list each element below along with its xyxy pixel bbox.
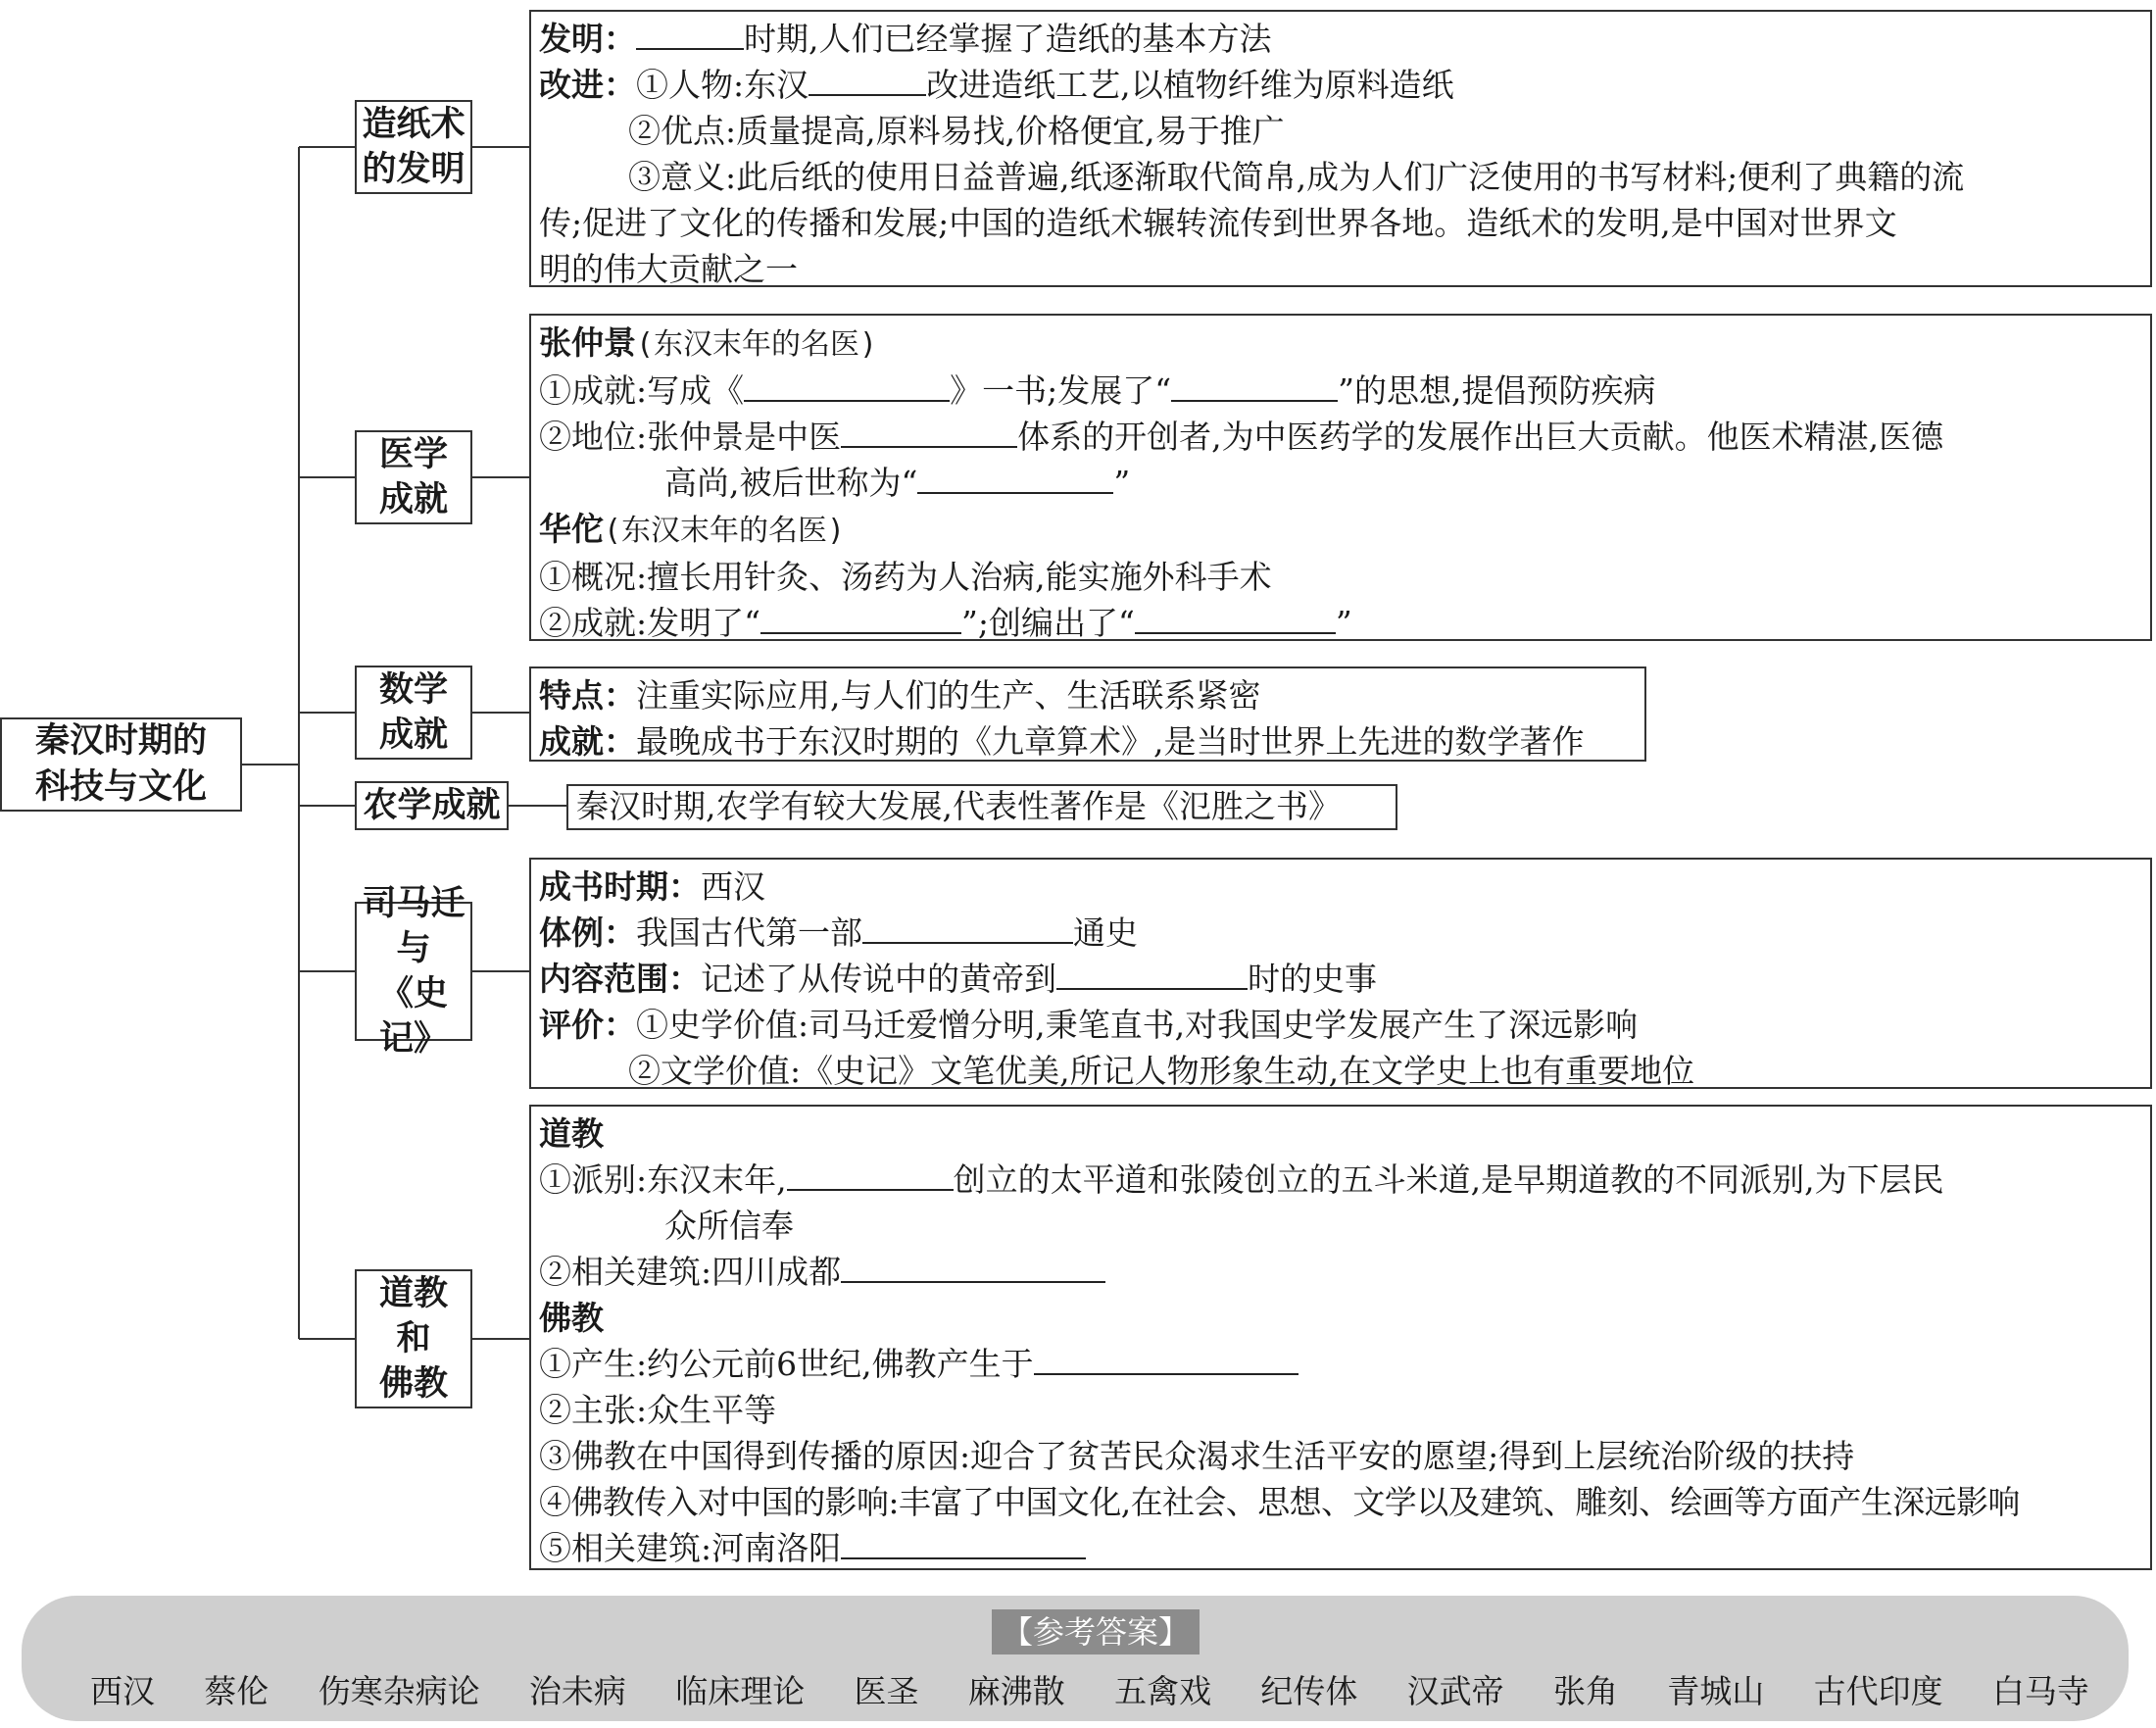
text-span: ”的思想,提倡预防疾病 (1338, 371, 1656, 410)
text-line (539, 368, 2150, 414)
answer-item: 纪传体 (1260, 1671, 1358, 1710)
text-line (539, 62, 2150, 108)
content-box-math (529, 667, 1646, 762)
text-span: ①人物:东汉 (636, 66, 809, 104)
text-line (539, 1249, 2150, 1295)
text-line: ④佛教传入对中国的影响:丰富了中国文化,在社会、思想、文学以及建筑、雕刻、绘画等方面产生深远影响 (539, 1483, 2020, 1521)
term-label: 成书时期： (539, 867, 701, 906)
text-line (539, 1341, 2150, 1387)
text-line: 道教 (539, 1114, 604, 1153)
branch-label-line: 司马迁 (362, 884, 466, 923)
text-span: ②相关建筑:四川成都 (539, 1253, 842, 1291)
fill-blank (760, 603, 961, 634)
text-line (539, 1002, 2150, 1048)
answer-key-list (90, 1664, 2089, 1713)
fill-blank (841, 1252, 1105, 1283)
text-span: 体系的开创者,为中医药学的发展作出巨大贡献。他医术精湛,医德 (1017, 418, 1944, 456)
term-label: 改进： (539, 66, 636, 104)
branch-label-line: 成就 (378, 480, 448, 519)
text-line (539, 414, 2150, 460)
text-span: (东汉末年的名医) (636, 327, 878, 362)
answer-item: 汉武帝 (1406, 1671, 1504, 1710)
text-span: ①成就:写成《 (539, 371, 745, 410)
branch-node-paper (355, 100, 472, 194)
text-span: ②成就:发明了“ (539, 604, 760, 642)
root-label-line1: 秦汉时期的 (34, 721, 207, 761)
fill-blank (1056, 959, 1248, 990)
text-span: 高尚,被后世称为“ (664, 464, 918, 502)
root-label-line2: 科技与文化 (34, 767, 207, 807)
text-line: ②优点:质量提高,原料易找,价格便宜,易于推广 (628, 112, 1285, 150)
text-span: (东汉末年的名医) (604, 514, 846, 548)
text-span: ” (1113, 464, 1131, 502)
fill-blank (862, 913, 1073, 944)
branch-node-religion (355, 1269, 472, 1408)
branch-node-math (355, 666, 472, 760)
branch-label-line: 佛教 (378, 1364, 448, 1404)
fill-blank (1034, 1344, 1298, 1375)
text-span: ”;创编出了“ (961, 604, 1135, 642)
root-node (0, 717, 242, 812)
answer-item: 五禽戏 (1114, 1671, 1212, 1710)
fill-blank (841, 417, 1017, 448)
text-span: ①史学价值:司马迁爱憎分明,秉笔直书,对我国史学发展产生了深远影响 (636, 1006, 1639, 1044)
text-span: ” (1335, 604, 1352, 642)
branch-label-line: 和 (396, 1319, 431, 1358)
text-span: 创立的太平道和张陵创立的五斗米道,是早期道教的不同派别,为下层民 (953, 1160, 1944, 1199)
branch-label-line: 数学 (378, 670, 448, 710)
text-span: 最晚成书于东汉时期的《九章算术》,是当时世界上先进的数学著作 (636, 722, 1585, 761)
branch-label-line: 道教 (378, 1274, 448, 1313)
branch-node-medicine (355, 430, 472, 524)
branch-label-line: 的发明 (362, 150, 466, 189)
text-span: ⑤相关建筑:河南洛阳 (539, 1529, 842, 1567)
text-line: 众所信奉 (664, 1207, 794, 1245)
text-line: ②文学价值:《史记》文笔优美,所记人物形象生动,在文学史上也有重要地位 (628, 1052, 1695, 1090)
content-box-paper (529, 10, 2152, 287)
term-label: 体例： (539, 913, 636, 952)
fill-blank (917, 463, 1113, 494)
answer-item: 麻沸散 (967, 1671, 1065, 1710)
text-line (539, 910, 2150, 956)
text-span: 通史 (1073, 913, 1138, 952)
text-line (539, 956, 2150, 1002)
fill-blank (808, 65, 926, 96)
text-span: ②地位:张仲景是中医 (539, 418, 842, 456)
text-span: 注重实际应用,与人们的生产、生活联系紧密 (636, 676, 1261, 715)
answer-item: 蔡伦 (204, 1671, 270, 1710)
term-label: 特点： (539, 676, 636, 715)
answer-item: 张角 (1552, 1671, 1618, 1710)
fill-blank (636, 19, 744, 50)
text-span: 记述了从传说中的黄帝到 (701, 960, 1056, 998)
branch-label-line: 造纸术 (362, 105, 466, 144)
term-label: 成就： (539, 722, 636, 761)
text-span: 时期,人们已经掌握了造纸的基本方法 (744, 20, 1272, 58)
answer-item: 临床理论 (675, 1671, 806, 1710)
content-box-shiji (529, 858, 2152, 1089)
fill-blank (1135, 603, 1336, 634)
text-line: 传;促进了文化的传播和发展;中国的造纸术辗转流传到世界各地。造纸术的发明,是中国对世界文 (539, 204, 1897, 242)
branch-label-line: 《史记》 (378, 974, 448, 1059)
text-span: 西汉 (701, 867, 765, 906)
text-line (539, 460, 2150, 506)
text-span: ①派别:东汉末年, (539, 1160, 787, 1199)
text-line: ①概况:擅长用针灸、汤药为人治病,能实施外科手术 (539, 558, 1272, 596)
text-line (539, 1525, 2150, 1571)
branch-label-line: 成就 (378, 716, 448, 755)
text-line (539, 718, 1644, 765)
term-label: 评价： (539, 1006, 636, 1044)
text-line (539, 1157, 2150, 1203)
term-label: 华佗 (539, 510, 604, 548)
answer-item: 伤寒杂病论 (318, 1671, 480, 1710)
text-line (539, 506, 2150, 554)
text-line: ③佛教在中国得到传播的原因:迎合了贫苦民众渴求生活平安的愿望;得到上层统治阶级的扶持 (539, 1437, 1855, 1475)
branch-label-line: 医学 (378, 435, 448, 474)
answer-item: 青城山 (1667, 1671, 1765, 1710)
answer-item: 白马寺 (1991, 1671, 2089, 1710)
text-span: 改进造纸工艺,以植物纤维为原料造纸 (926, 66, 1454, 104)
content-box-medicine (529, 314, 2152, 641)
text-line: 秦汉时期,农学有较大发展,代表性著作是《氾胜之书》 (576, 787, 1341, 825)
text-line: ②主张:众生平等 (539, 1391, 777, 1429)
text-line (539, 600, 2150, 646)
branch-node-agri (355, 781, 509, 830)
fill-blank (1171, 370, 1338, 402)
answer-item: 医圣 (854, 1671, 919, 1710)
text-line (539, 16, 2150, 62)
term-label: 张仲景 (539, 323, 636, 362)
text-line (539, 320, 2150, 368)
branch-label-line: 与 (396, 929, 431, 968)
fill-blank (787, 1160, 954, 1191)
fill-blank (841, 1528, 1086, 1559)
text-span: 我国古代第一部 (636, 913, 862, 952)
content-box-religion (529, 1105, 2152, 1570)
answer-item: 西汉 (90, 1671, 155, 1710)
term-label: 发明： (539, 20, 636, 58)
answer-key-panel (22, 1596, 2129, 1721)
text-line (539, 672, 1644, 718)
content-box-agri (566, 784, 1397, 830)
text-line: 佛教 (539, 1299, 604, 1337)
branch-label-line: 农学成就 (363, 786, 501, 825)
text-line: 明的伟大贡献之一 (539, 250, 798, 288)
fill-blank (744, 370, 950, 402)
answer-item: 治未病 (528, 1671, 626, 1710)
term-label: 内容范围： (539, 960, 701, 998)
answer-item: 古代印度 (1813, 1671, 1943, 1710)
branch-node-shiji (355, 884, 472, 1059)
text-line (539, 864, 2150, 910)
text-span: 》一书;发展了“ (950, 371, 1172, 410)
text-span: 时的史事 (1248, 960, 1377, 998)
text-line: ③意义:此后纸的使用日益普遍,纸逐渐取代简帛,成为人们广泛使用的书写材料;便利了典籍的流 (628, 158, 1965, 196)
answer-key-title: 【参考答案】 (992, 1609, 1200, 1654)
text-span: ①产生:约公元前6世纪,佛教产生于 (539, 1345, 1034, 1383)
